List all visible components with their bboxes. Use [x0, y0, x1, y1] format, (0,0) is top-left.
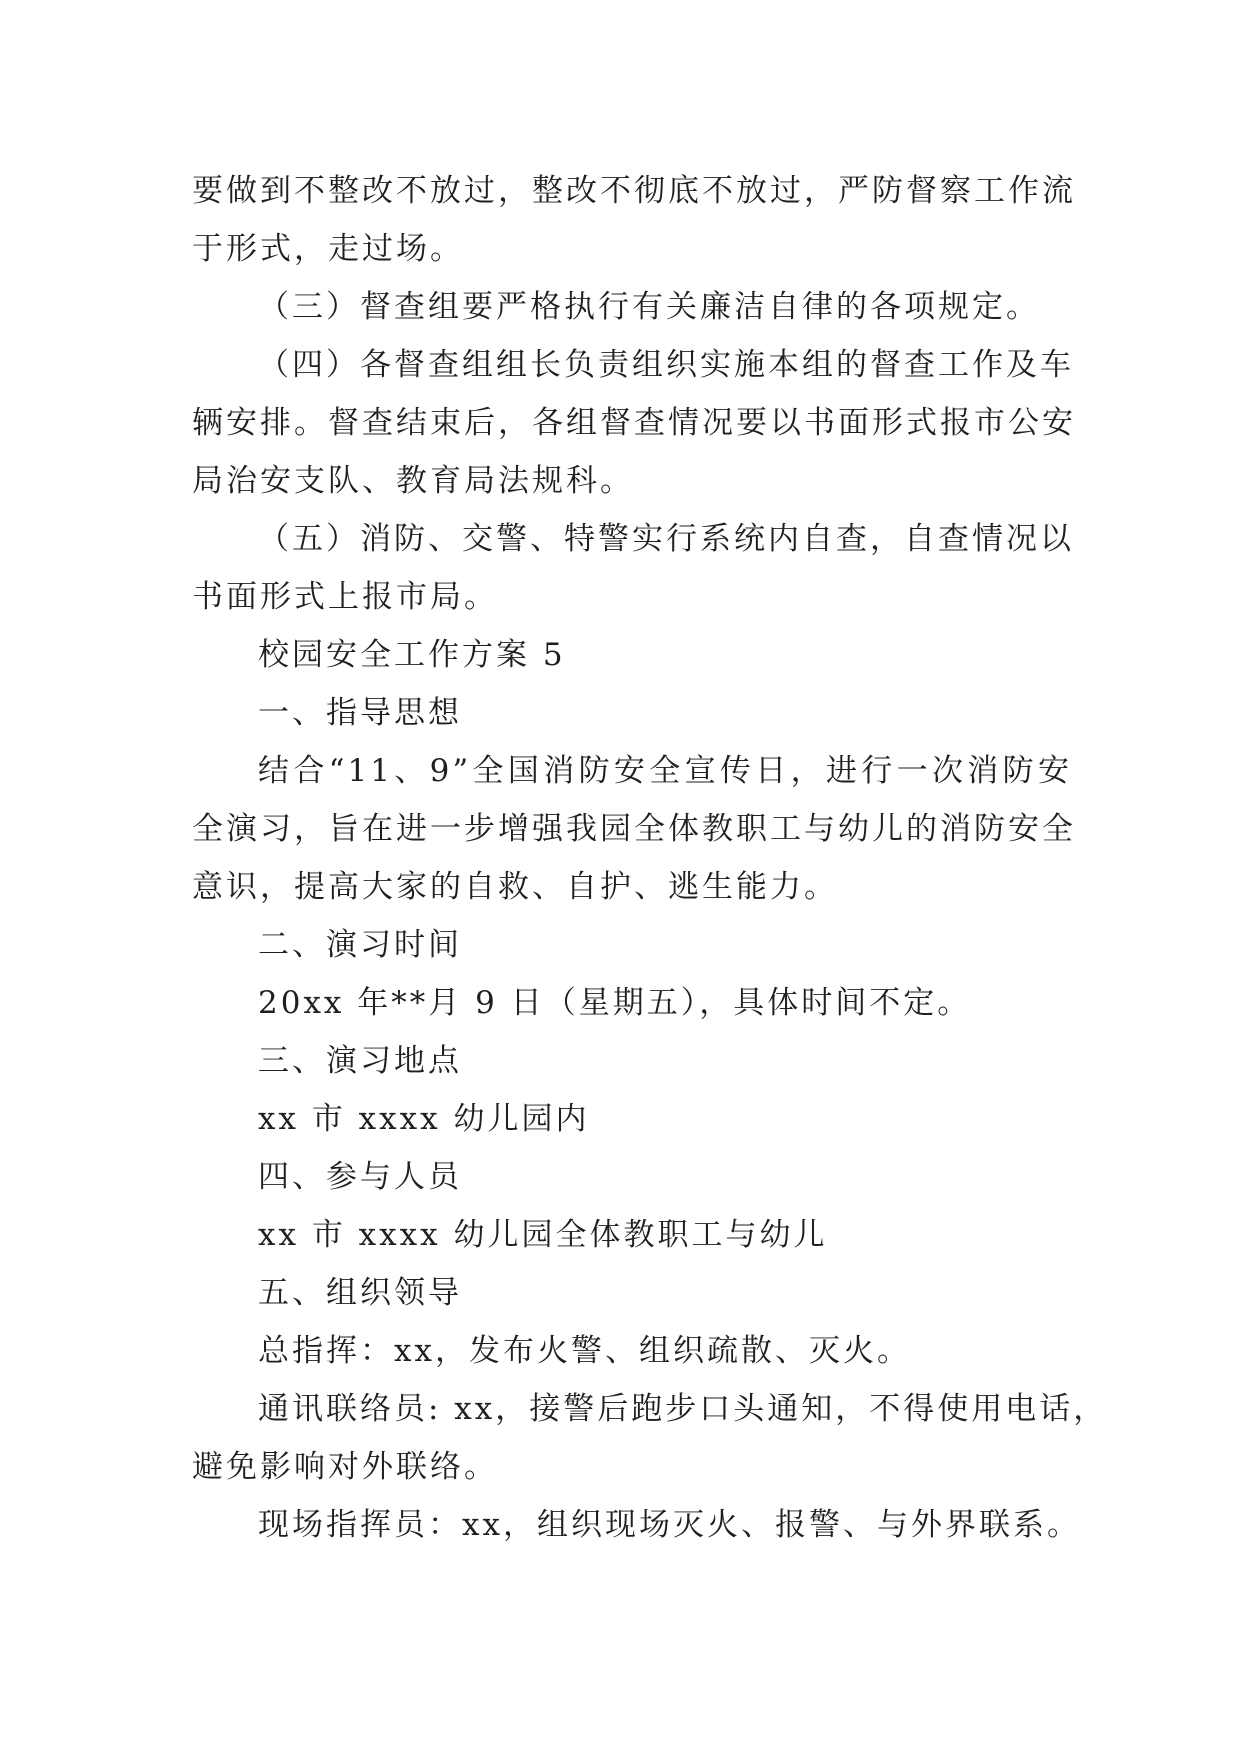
paragraph-line: （五）消防、交警、特警实行系统内自查，自查情况以 [258, 521, 1074, 557]
paragraph-line: 通讯联络员: xx，接警后跑步口头通知，不得使用电话， [258, 1391, 1108, 1427]
section-heading: 四、参与人员 [258, 1159, 462, 1195]
paragraph-line: 书面形式上报市局。 [192, 579, 498, 615]
paragraph-line: （三）督查组要严格执行有关廉洁自律的各项规定。 [258, 289, 1040, 325]
paragraph-line: 全演习，旨在进一步增强我园全体教职工与幼儿的消防安全 [192, 811, 1076, 847]
paragraph-line: 于形式，走过场。 [192, 231, 464, 267]
paragraph-line: 20xx 年**月 9 日（星期五），具体时间不定。 [258, 985, 972, 1021]
section-heading: 二、演习时间 [258, 927, 462, 963]
paragraph-line: 辆安排。督查结束后，各组督查情况要以书面形式报市公安 [192, 405, 1076, 441]
paragraph-line: 现场指挥员：xx，组织现场灭火、报警、与外界联系。 [258, 1507, 1081, 1543]
section-title: 校园安全工作方案 5 [258, 637, 566, 673]
paragraph-line: （四）各督查组组长负责组织实施本组的督查工作及车 [258, 347, 1074, 383]
paragraph-line: 意识，提高大家的自救、自护、逃生能力。 [192, 869, 838, 905]
paragraph-line: xx 市 xxxx 幼儿园内 [258, 1101, 590, 1137]
section-heading: 一、指导思想 [258, 695, 462, 731]
paragraph-line: 结合“11、9”全国消防安全宣传日，进行一次消防安 [258, 753, 1072, 789]
section-heading: 五、组织领导 [258, 1275, 462, 1311]
paragraph-line: 局治安支队、教育局法规科。 [192, 463, 634, 499]
section-heading: 三、演习地点 [258, 1043, 462, 1079]
paragraph-line: 避免影响对外联络。 [192, 1449, 498, 1485]
paragraph-line: xx 市 xxxx 幼儿园全体教职工与幼儿 [258, 1217, 828, 1253]
document-body [192, 162, 1108, 1554]
paragraph-line: 总指挥：xx，发布火警、组织疏散、灭火。 [258, 1333, 911, 1369]
paragraph-line: 要做到不整改不放过，整改不彻底不放过，严防督察工作流 [192, 173, 1076, 209]
